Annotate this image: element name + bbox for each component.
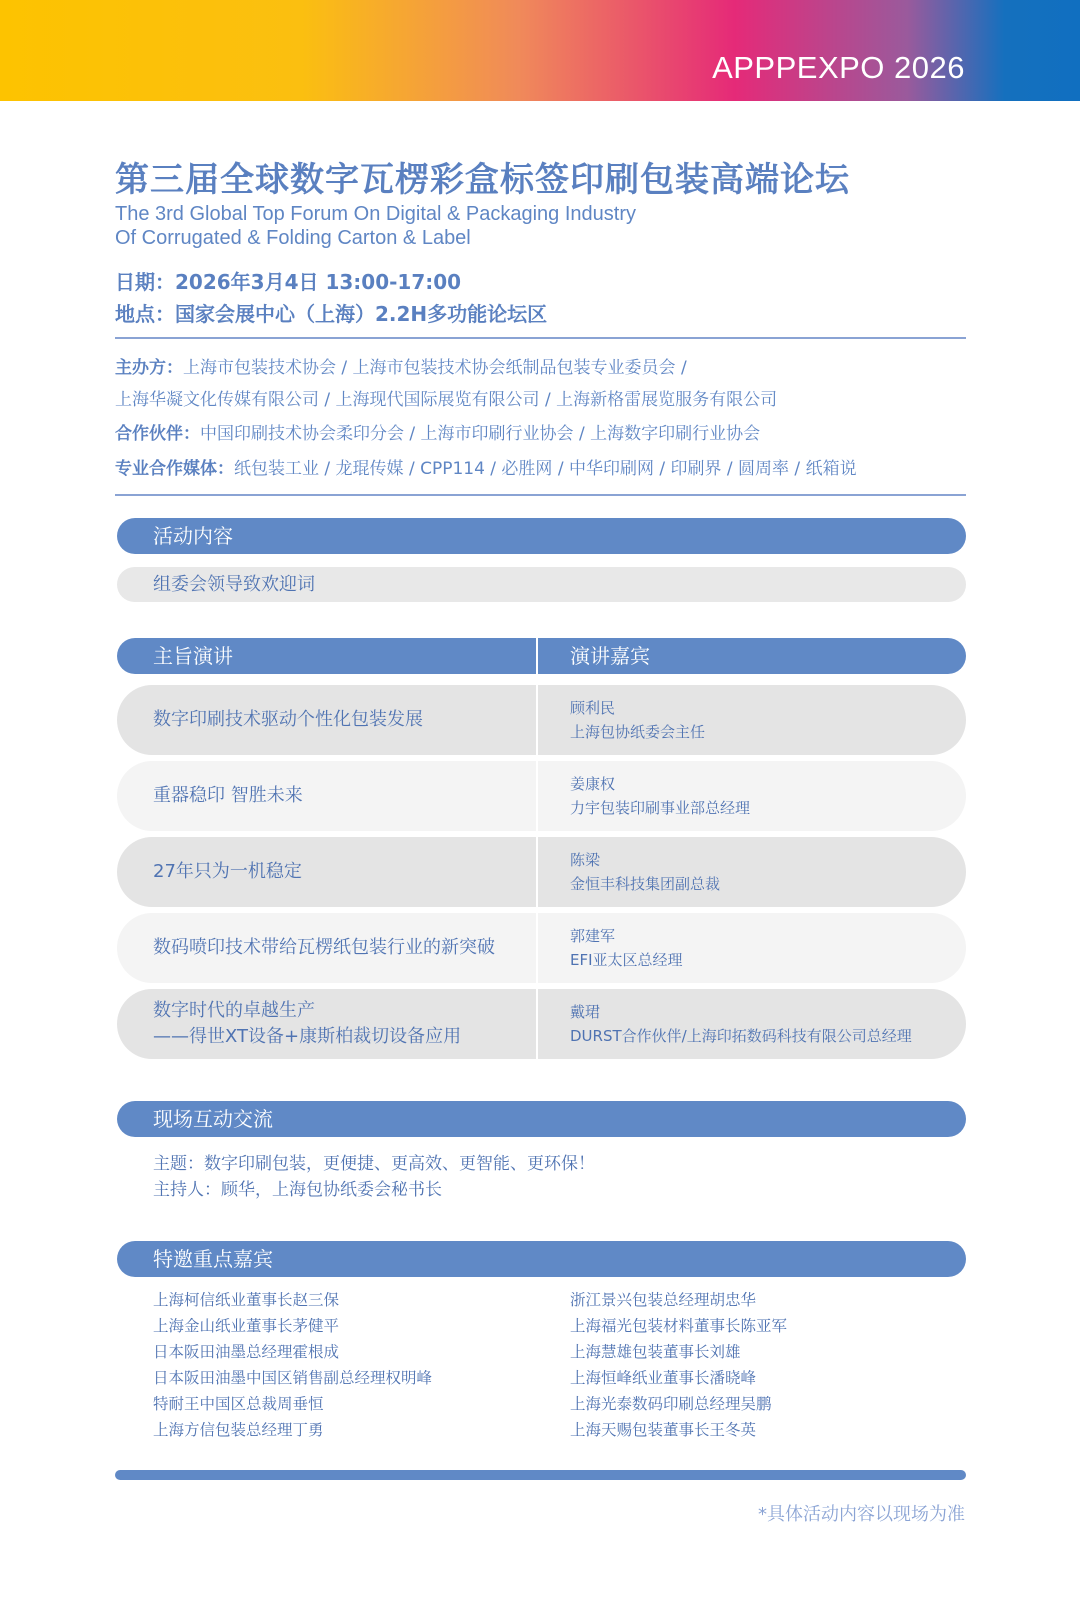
- event-venue: 地点：国家会展中心（上海）2.2H多功能论坛区: [115, 302, 548, 326]
- speaker: 郭建军 EFI亚太区总经理: [570, 927, 683, 969]
- keynote-row: [117, 685, 966, 755]
- speaker: 戴珺 DURST合作伙伴/上海印拓数码科技有限公司总经理: [570, 1003, 912, 1045]
- divider: [536, 761, 538, 831]
- subtitle-line: Of Corrugated & Folding Carton & Label: [115, 227, 471, 249]
- keynote-row: [117, 837, 966, 907]
- footer-bar: [115, 1470, 966, 1480]
- host-line: 主办方：上海市包装技术协会 / 上海市包装技术协会纸制品包装专业委员会 /: [115, 358, 687, 378]
- guest-item: 上海柯信纸业董事长赵三保: [153, 1291, 340, 1309]
- keynote-header: [117, 638, 966, 674]
- guest-item: 特耐王中国区总裁周垂恒: [153, 1395, 324, 1413]
- guest-item: 上海慧雄包装董事长刘雄: [570, 1343, 741, 1361]
- header-banner: [0, 0, 1080, 101]
- divider: [536, 638, 538, 674]
- speaker: 顾利民 上海包协纸委会主任: [570, 699, 706, 741]
- divider: [536, 685, 538, 755]
- divider: [536, 837, 538, 907]
- col-speaker: 演讲嘉宾: [570, 644, 650, 668]
- topic: 数码喷印技术带给瓦楞纸包装行业的新突破: [153, 937, 495, 958]
- expo-brand: APPPEXPO 2026: [712, 50, 965, 85]
- topic: 重器稳印 智胜未来: [153, 785, 303, 806]
- english-subtitle: [115, 202, 636, 250]
- topic: 数字时代的卓越生产 ——得世XT设备+康斯柏裁切设备应用: [153, 1000, 462, 1047]
- interaction-host: 主持人：顾华，上海包协纸委会秘书长: [153, 1180, 442, 1200]
- keynote-row: [117, 989, 966, 1059]
- subtitle-line: The 3rd Global Top Forum On Digital & Packaging Industry: [115, 203, 636, 225]
- partners-line: 合作伙伴：中国印刷技术协会柔印分会 / 上海市印刷行业协会 / 上海数字印刷行业协会: [115, 424, 761, 444]
- interaction-theme: 主题：数字印刷包装，更便捷、更高效、更智能、更环保！: [153, 1154, 595, 1174]
- page-title: 第三届全球数字瓦楞彩盒标签印刷包装高端论坛: [115, 160, 850, 200]
- divider: [115, 337, 966, 339]
- divider: [115, 494, 966, 496]
- host-line-2: 上海华凝文化传媒有限公司 / 上海现代国际展览有限公司 / 上海新格雷展览服务有限公司: [115, 390, 778, 410]
- speaker: 姜康权 力宇包装印刷事业部总经理: [570, 775, 751, 817]
- footnote: *具体活动内容以现场为准: [758, 1504, 965, 1525]
- topic: 数字印刷技术驱动个性化包装发展: [153, 709, 423, 730]
- keynote-row: [117, 761, 966, 831]
- guests-header: 特邀重点嘉宾: [117, 1241, 966, 1277]
- guest-item: 上海方信包装总经理丁勇: [153, 1421, 324, 1439]
- divider: [536, 913, 538, 983]
- guest-item: 上海恒峰纸业董事长潘晓峰: [570, 1369, 757, 1387]
- guest-item: 日本阪田油墨总经理霍根成: [153, 1343, 340, 1361]
- welcome-item: 组委会领导致欢迎词: [117, 567, 966, 602]
- guest-item: 上海光泰数码印刷总经理吴鹏: [570, 1395, 772, 1413]
- speaker: 陈梁 金恒丰科技集团副总裁: [570, 851, 721, 893]
- guest-item: 上海天赐包装董事长王冬英: [570, 1421, 757, 1439]
- guest-item: 上海金山纸业董事长茅健平: [153, 1317, 340, 1335]
- col-topic: 主旨演讲: [153, 644, 233, 668]
- keynote-row: [117, 913, 966, 983]
- guest-item: 上海福光包装材料董事长陈亚军: [570, 1317, 788, 1335]
- topic: 27年只为一机稳定: [153, 861, 302, 882]
- activity-header: 活动内容: [117, 518, 966, 554]
- interaction-header: 现场互动交流: [117, 1101, 966, 1137]
- divider: [536, 989, 538, 1059]
- guest-item: 浙江景兴包装总经理胡忠华: [570, 1291, 757, 1309]
- media-line: 专业合作媒体：纸包装工业 / 龙琨传媒 / CPP114 / 必胜网 / 中华印刷网 / 印刷界 / 圆周率 / 纸箱说: [115, 459, 857, 479]
- event-date: 日期：2026年3月4日 13:00-17:00: [115, 270, 462, 294]
- guest-item: 日本阪田油墨中国区销售副总经理权明峰: [153, 1369, 433, 1387]
